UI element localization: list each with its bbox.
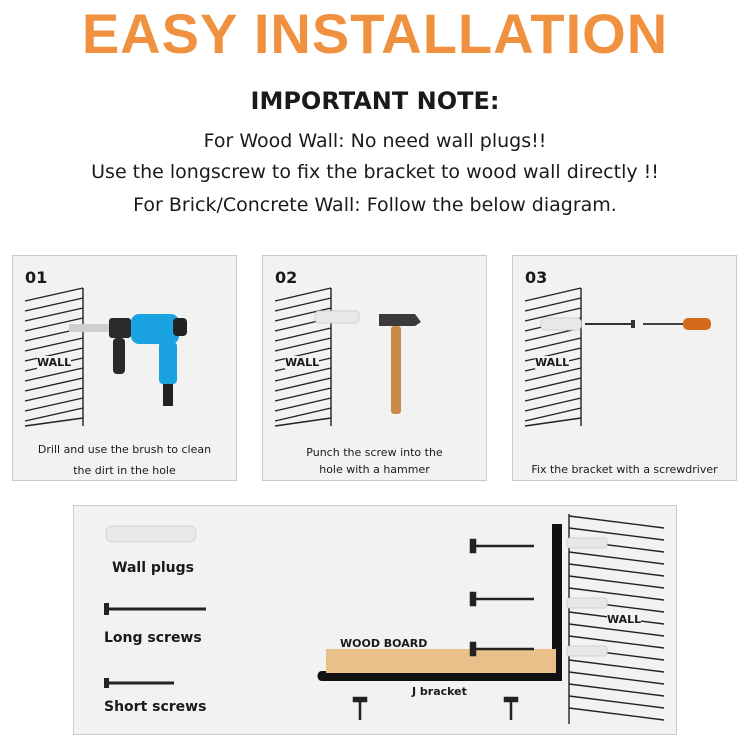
screwdriver-icon <box>643 318 711 330</box>
legend-short-screws: Short screws <box>104 699 207 715</box>
step-3-illustration <box>513 256 738 482</box>
drill-icon <box>69 314 187 406</box>
step-3-number: 03 <box>525 268 548 287</box>
step-3-panel <box>512 255 737 481</box>
step-2-caption-line-2: hole with a hammer <box>319 463 430 476</box>
wood-board-label: WOOD BOARD <box>340 637 428 650</box>
wood-board-icon <box>326 649 556 673</box>
step-1-wall-label: WALL <box>37 356 72 369</box>
wall-plug-icon <box>541 318 581 330</box>
step-1-panel <box>12 255 237 481</box>
step-2-caption-line-1: Punch the screw into the <box>306 446 443 459</box>
step-3-caption: Fix the bracket with a screwdriver <box>531 463 718 476</box>
note-line-brick: For Brick/Concrete Wall: Follow the below diagram. <box>133 194 617 216</box>
step-1-caption-line-1: Drill and use the brush to clean <box>37 443 212 456</box>
short-screw-icon <box>104 678 174 688</box>
j-bracket-label: J bracket <box>412 685 467 698</box>
wall-plug-icon <box>106 526 196 542</box>
legend-wall-plugs: Wall plugs <box>112 560 195 576</box>
page-title: EASY INSTALLATION <box>81 2 669 65</box>
note-line-wood: For Wood Wall: No need wall plugs!! <box>203 130 547 152</box>
wall-plug-icon <box>315 311 359 323</box>
note-line-longscrew: Use the longscrew to fix the bracket to wood wall directly !! <box>91 161 659 183</box>
long-screw-icon <box>104 603 206 615</box>
step-1-number: 01 <box>25 268 48 287</box>
screw-icon <box>585 320 635 328</box>
step-2-wall-label: WALL <box>285 356 320 369</box>
diagram-wall-label: WALL <box>607 613 642 626</box>
step-2-panel <box>262 255 487 481</box>
legend-long-screws: Long screws <box>104 630 202 646</box>
assembly-diagram <box>73 505 677 735</box>
hammer-icon <box>379 314 421 414</box>
step-2-number: 02 <box>275 268 298 287</box>
step-1-caption-line-2: the dirt in the hole <box>73 464 176 477</box>
step-3-wall-label: WALL <box>535 356 570 369</box>
note-heading: IMPORTANT NOTE: <box>250 87 500 115</box>
